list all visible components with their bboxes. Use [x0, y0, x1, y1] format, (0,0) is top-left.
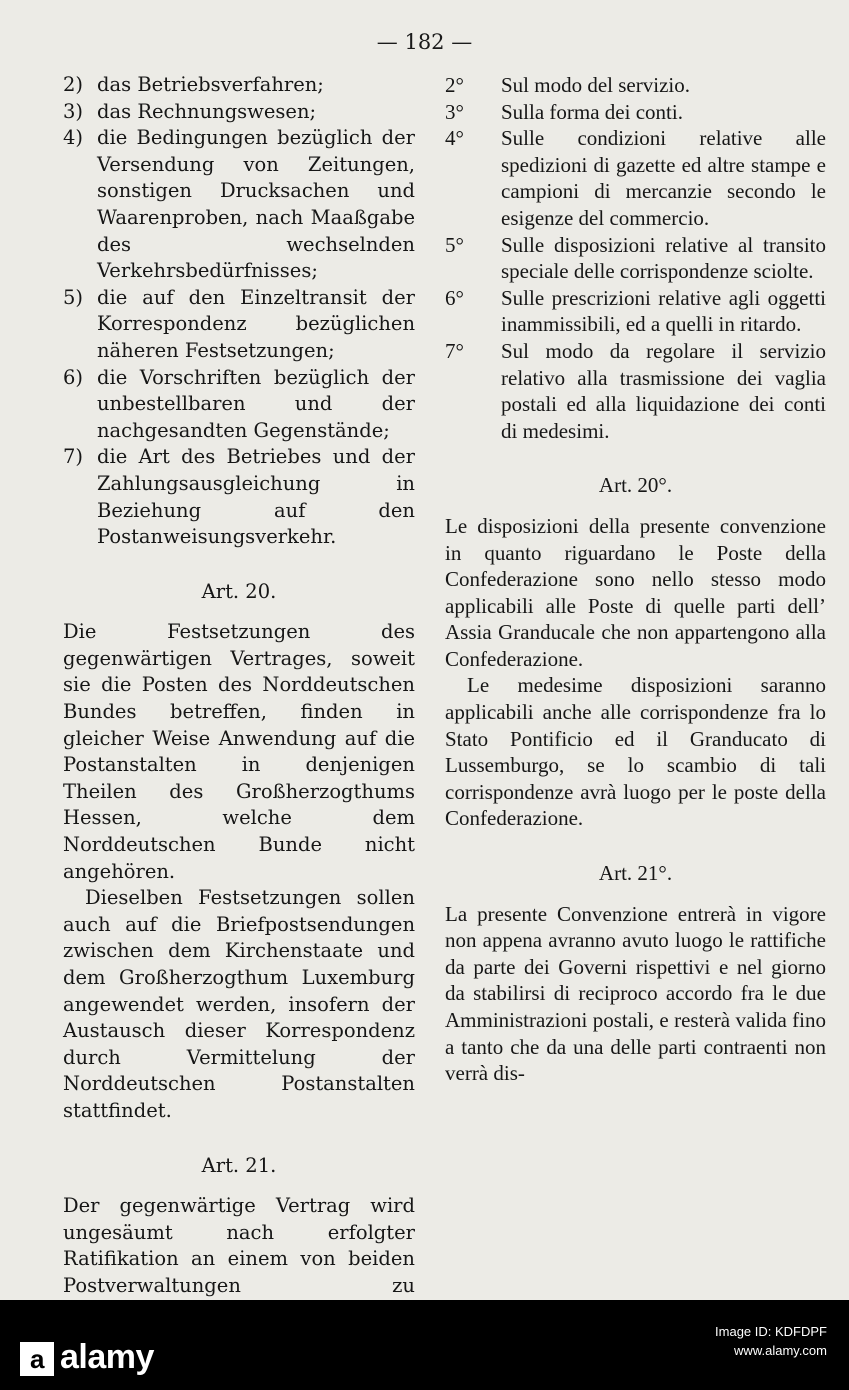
italian-list-text: Sulle disposizioni relative al transito speciale delle corrispondenze sciolte.: [501, 232, 826, 284]
italian-list-number: 2°: [445, 73, 464, 97]
alamy-brand-text: alamy: [60, 1338, 154, 1376]
german-list-text: das Rechnungswesen;: [97, 99, 317, 123]
german-column: [63, 72, 415, 1300]
alamy-logo: [20, 1338, 154, 1377]
german-list-text: die auf den Einzeltransit der Korrespondenz bezüglichen näheren Festsetzungen;: [97, 285, 415, 362]
italian-list-number: 4°: [445, 126, 464, 151]
italian-art20-paragraph-1: Le disposizioni della presente convenzione in quanto riguardano le Poste della Confederazione sono nello stesso modo applicabili alle Poste di quelle parti dell’ Assia Granducale che non appartengono alla Confederazione.: [445, 513, 826, 671]
german-list-number: 4): [63, 126, 84, 150]
german-list-text: die Bedingungen bezüglich der Versendung von Zeitungen, sonstigen Drucksachen und Waarenproben, nach Maaßgabe des wechselnden Verkehrsbedürfnisses;: [97, 126, 415, 283]
german-art20-heading: Art. 20.: [201, 579, 277, 603]
german-list-number: 6): [63, 365, 84, 389]
german-list-item: [63, 99, 415, 126]
german-list-item: [63, 72, 415, 99]
italian-list-text: Sul modo del servizio.: [501, 73, 690, 97]
german-list-text: das Betriebsverfahren;: [97, 73, 324, 96]
german-list: [63, 72, 415, 551]
german-list-item: [63, 444, 415, 550]
german-art20-paragraph-2: Dieselben Festsetzungen sollen auch auf die Briefpostsendungen zwischen dem Kirchenstaate und dem Großherzogthum Luxemburg angewendet werden, insofern der Austausch dieser Korrespondenz durch Vermittelung der Norddeutschen Postanstalten stattfindet.: [63, 886, 415, 1122]
german-art21-heading: Art. 21.: [201, 1153, 277, 1177]
german-list-item: [63, 125, 415, 285]
german-list-item: [63, 285, 415, 365]
italian-list-item: [445, 338, 826, 444]
german-list-number: 2): [63, 73, 84, 96]
italian-art20-heading: Art. 20°.: [598, 473, 673, 498]
italian-list-item: [445, 285, 826, 338]
italian-art21-paragraph-1: La presente Convenzione entrerà in vigore non appena avranno avuto luogo le rattifiche da parte dei Governi rispettivi e nel giorno da stabilirsi di reciproco accordo fra le due Amministrazioni postali, e resterà valida fino a tanto che da una delle parti contraenti non verrà dis-: [445, 901, 826, 1086]
italian-list-item: [445, 232, 826, 285]
italian-list-number: 6°: [445, 285, 464, 310]
german-list-text: die Art des Betriebes und der Zahlungsausgleichung in Beziehung auf den Postanweisungsverkehr.: [97, 445, 415, 549]
german-list-number: 5): [63, 285, 84, 309]
italian-list-text: Sulla forma dei conti.: [501, 99, 683, 124]
stock-info: [715, 1322, 827, 1360]
german-art20-paragraph-1: Die Festsetzungen des gegenwärtigen Vertrages, soweit sie die Posten des Norddeutschen Bundes betreffen, finden in gleicher Weise Anwendung auf die Postanstalten in denjenigen Theilen des Großherzogthums Hessen, welche dem Norddeutschen Bunde nicht angehören.: [63, 620, 415, 883]
german-list-number: 7): [63, 445, 84, 469]
italian-column: [445, 72, 826, 1087]
alamy-logo-mark-icon: a: [20, 1342, 54, 1376]
alamy-site: www.alamy.com: [734, 1343, 827, 1358]
italian-list-item: [445, 99, 826, 126]
german-list-item: [63, 365, 415, 445]
italian-list-number: 5°: [445, 232, 464, 257]
italian-list-text: Sulle condizioni relative alle spedizioni di gazette ed altre stampe e campioni di mercanzie secondo le esigenze del commercio.: [501, 126, 826, 230]
italian-list-number: 3°: [445, 99, 464, 124]
italian-art21-heading: Art. 21°.: [598, 861, 673, 886]
german-art21-paragraph-1: Der gegenwärtige Vertrag wird ungesäumt nach erfolgter Ratifikation an einem von beiden Postverwaltungen zu: [63, 1194, 415, 1297]
italian-list-text: Sulle prescrizioni relative agli oggetti inammissibili, ed a quelli in ritardo.: [501, 285, 826, 337]
italian-list-number: 7°: [445, 338, 464, 363]
image-id-label: Image ID: KDFDPF: [715, 1324, 827, 1339]
italian-art20-paragraph-2: Le medesime disposizioni saranno applicabili anche alle corrispondenze fra lo Stato Pontificio ed il Granducato di Lussemburgo, se lo scambio di tali corrispondenze avrà luogo per le poste della Confederazione.: [445, 673, 826, 831]
italian-list-text: Sul modo da regolare il servizio relativo alla trasmissione dei vaglia postali ed alla liquidazione dei conti di medesimi.: [501, 338, 826, 443]
italian-list-item: [445, 72, 826, 99]
page-number: — 182 —: [376, 30, 473, 54]
german-list-text: die Vorschriften bezüglich der unbestellbaren und der nachgesandten Gegenstände;: [97, 365, 415, 442]
german-list-number: 3): [63, 99, 84, 123]
italian-list-item: [445, 125, 826, 231]
italian-list: [445, 72, 826, 444]
